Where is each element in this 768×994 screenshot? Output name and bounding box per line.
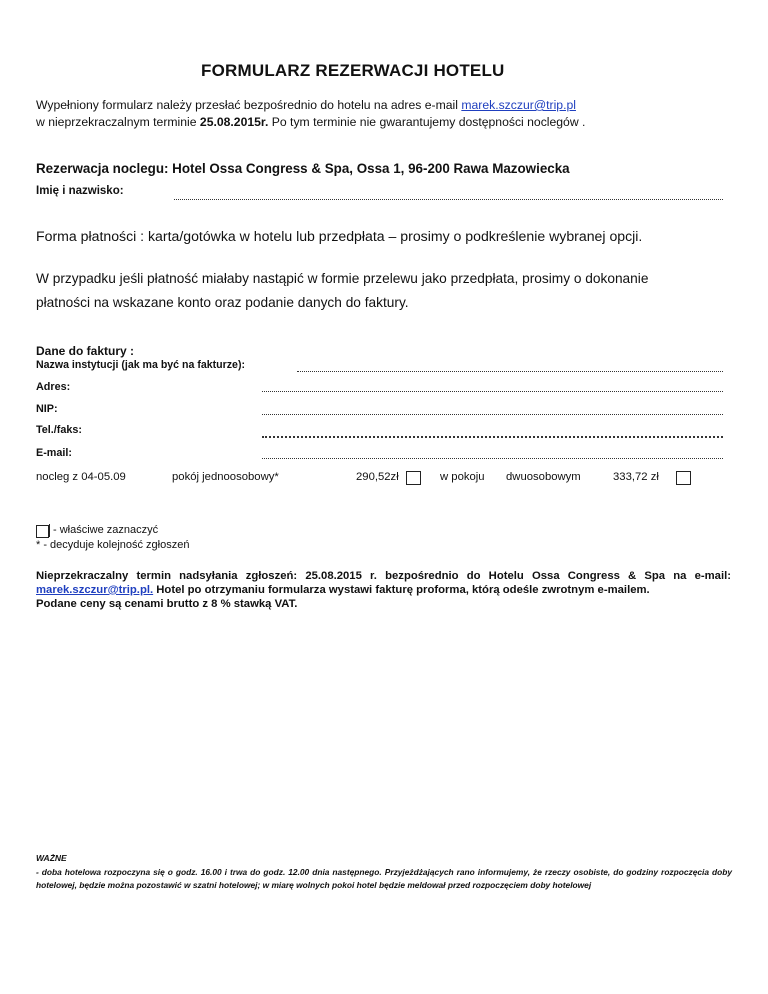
important-body: - doba hotelowa rozpoczyna się o godz. 16.00 i trwa do godz. 12.00 dnia następnego. Przyjeżdżających rano informujemy, że rzeczy osobiste, do godziny rozpoczęcia doby hotelowej, będzie można pozostawić w szatni hotelowej; w miarę wolnych pokoi hotel będzie meldował przed rozpoczęciem doby hotelowej (36, 867, 732, 890)
single-room-price: 290,52zł (356, 471, 399, 483)
institution-label: Nazwa instytucji (jak ma być na fakturze): (36, 359, 245, 371)
email-field[interactable] (262, 458, 723, 459)
name-field[interactable] (174, 199, 723, 200)
page-title: FORMULARZ REZERWACJI HOTELU (201, 61, 505, 80)
deadline-email-link[interactable]: marek.szczur@trip.pl. (36, 584, 154, 596)
deadline-block (36, 569, 731, 597)
checkbox-note: - właściwe zaznaczyć (53, 524, 159, 536)
nip-field[interactable] (262, 414, 723, 415)
deadline-date: 25.08.2015r. (199, 115, 269, 129)
nip-label: NIP: (36, 403, 58, 415)
vat-note: Podane ceny są cenami brutto z 8 % stawką VAT. (36, 598, 298, 610)
deadline-text: Nieprzekraczalny termin nadsyłania zgłoszeń: 25.08.2015 r. bezpośrednio do Hotelu Ossa Congress & Spa na e-mail: (36, 570, 731, 582)
intro-text-2: w nieprzekraczalnym terminie (36, 115, 200, 129)
intro-line-1 (36, 98, 576, 112)
payment-line: Forma płatności : karta/gotówka w hotelu lub przedpłata – prosimy o podkreślenie wybranej opcji. (36, 228, 643, 244)
email-label: E-mail: (36, 447, 72, 459)
legend-checkbox-icon (36, 525, 49, 538)
invoice-heading: Dane do faktury : (36, 344, 135, 358)
star-note: * - decyduje kolejność zgłoszeń (36, 539, 190, 551)
transfer-line-2: płatności na wskazane konto oraz podanie danych do faktury. (36, 295, 409, 310)
hotel-email-link[interactable]: marek.szczur@trip.pl (461, 98, 576, 112)
legend-bar-icon (49, 524, 50, 537)
single-room-checkbox[interactable] (406, 471, 421, 485)
reservation-heading: Rezerwacja noclegu: Hotel Ossa Congress & Spa, Ossa 1, 96-200 Rawa Mazowiecka (36, 161, 570, 176)
single-room-label: pokój jednoosobowy* (172, 471, 279, 483)
intro-line-2 (36, 115, 585, 129)
double-room-price: 333,72 zł (613, 471, 659, 483)
transfer-line-1: W przypadku jeśli płatność miałaby nastąpić w formie przelewu jako przedpłata, prosimy o dokonanie (36, 271, 649, 286)
phone-field[interactable] (262, 436, 723, 438)
name-label: Imię i nazwisko: (36, 185, 124, 197)
stay-date: nocleg z 04-05.09 (36, 471, 126, 483)
phone-label: Tel./faks: (36, 424, 83, 436)
institution-field[interactable] (297, 371, 723, 372)
address-field[interactable] (262, 391, 723, 392)
intro-text: Wypełniony formularz należy przesłać bezpośrednio do hotelu na adres e-mail (36, 98, 462, 112)
double-room-label: dwuosobowym (506, 471, 581, 483)
proforma-text: Hotel po otrzymaniu formularza wystawi fakturę proforma, którą odeśle zwrotnym e-mailem. (153, 584, 650, 596)
important-title: WAŻNE (36, 853, 67, 863)
in-room-text: w pokoju (440, 471, 485, 483)
intro-text-3: Po tym terminie nie gwarantujemy dostępności noclegów . (268, 115, 586, 129)
address-label: Adres: (36, 381, 71, 393)
double-room-checkbox[interactable] (676, 471, 691, 485)
